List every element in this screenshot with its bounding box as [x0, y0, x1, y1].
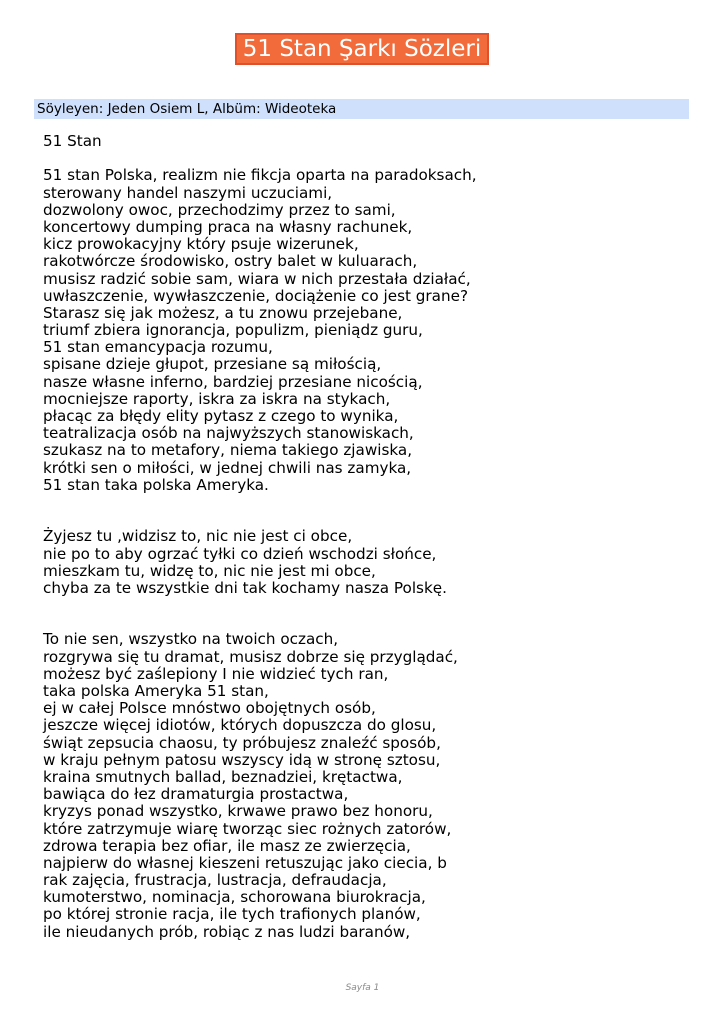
- lyrics-heading: 51 Stan: [43, 132, 102, 150]
- lyric-line: uwłaszczenie, wywłaszczenie, dociążenie co jest grane?: [43, 286, 469, 305]
- page-number: [0, 983, 725, 993]
- lyric-line: kryzys ponad wszystko, krwawe prawo bez honoru,: [43, 802, 433, 821]
- stanza-spacer: [43, 494, 703, 528]
- lyric-line: 51 stan Polska, realizm nie fikcja oparta na paradoksach,: [43, 166, 477, 185]
- artist-album-info-bar: [34, 99, 689, 119]
- lyric-line: szukasz na to metafory, niema takiego zjawiska,: [43, 441, 413, 460]
- lyric-line: mocniejsze raporty, iskra za iskra na stykach,: [43, 389, 391, 408]
- lyric-line: ej w całej Polsce mnóstwo obojętnych osób,: [43, 699, 376, 718]
- lyric-line: po której stronie racja, ile tych trafionych planów,: [43, 905, 421, 924]
- stanza-2: [43, 528, 703, 597]
- stanza-spacer: [43, 597, 703, 631]
- lyric-line: jeszcze więcej idiotów, których dopuszcza do glosu,: [43, 716, 437, 735]
- lyric-line: nie po to aby ogrzać tyłki co dzień wschodzi słońce,: [43, 544, 437, 563]
- lyric-line: taka polska Ameryka 51 stan,: [43, 682, 269, 701]
- lyric-line: najpierw do własnej kieszeni retuszując jako ciecia, b: [43, 853, 447, 872]
- lyric-line: 51 stan emancypacja rozumu,: [43, 338, 273, 357]
- lyric-line: krótki sen o miłości, w jednej chwili nas zamyka,: [43, 458, 412, 477]
- lyric-line: w kraju pełnym patosu wszyscy idą w stronę sztosu,: [43, 750, 441, 769]
- lyric-line: dozwolony owoc, przechodzimy przez to sami,: [43, 200, 396, 219]
- lyric-line: sterowany handel naszymi uczuciami,: [43, 183, 333, 202]
- lyric-line: zdrowa terapia bez ofiar, ile masz ze zwierzęcia,: [43, 836, 411, 855]
- artist-album-text: Söyleyen: Jeden Osiem L, Albüm: Wideoteka: [37, 101, 337, 117]
- song-title: 51 Stan Şarkı Sözleri: [242, 36, 482, 62]
- song-title-banner: [235, 33, 489, 65]
- lyric-line: bawiąca do łez dramaturgia prostactwa,: [43, 785, 349, 804]
- lyric-line: spisane dzieje głupot, przesiane są miłością,: [43, 355, 382, 374]
- lyric-line: rozgrywa się tu dramat, musisz dobrze się przyglądać,: [43, 647, 458, 666]
- lyric-line: Żyjesz tu ,widzisz to, nic nie jest ci obce,: [43, 527, 353, 546]
- lyric-line: mieszkam tu, widzę to, nic nie jest mi obce,: [43, 561, 376, 580]
- lyric-line: kraina smutnych ballad, beznadziei, krętactwa,: [43, 767, 403, 786]
- lyric-line: rakotwórcze środowisko, ostry balet w kuluarach,: [43, 252, 418, 271]
- stanza-spacer: [43, 150, 703, 167]
- lyric-line: nasze własne inferno, bardziej przesiane nicością,: [43, 372, 423, 391]
- lyric-line: kicz prowokacyjny który psuje wizerunek,: [43, 235, 359, 254]
- stanza-1: [43, 167, 703, 494]
- lyric-line: To nie sen, wszystko na twoich oczach,: [43, 630, 339, 649]
- page-number-label: Sayfa 1: [345, 983, 380, 993]
- lyric-line: Starasz się jak możesz, a tu znowu przejebane,: [43, 303, 403, 322]
- lyric-line: teatralizacja osób na najwyższych stanowiskach,: [43, 424, 414, 443]
- lyric-line: musisz radzić sobie sam, wiara w nich przestała działać,: [43, 269, 471, 288]
- lyric-line: ile nieudanych prób, robiąc z nas ludzi baranów,: [43, 922, 411, 941]
- lyrics-body: [43, 133, 703, 941]
- lyric-line: triumf zbiera ignorancja, populizm, pieniądz guru,: [43, 321, 423, 340]
- lyric-line: możesz być zaślepiony I nie widzieć tych ran,: [43, 664, 389, 683]
- lyric-line: płacąc za błędy elity pytasz z czego to wynika,: [43, 407, 399, 425]
- lyric-line: 51 stan taka polska Ameryka.: [43, 475, 269, 494]
- lyric-line: kumoterstwo, nominacja, schorowana biurokracja,: [43, 888, 426, 907]
- lyric-line: rak zajęcia, frustracja, lustracja, defraudacja,: [43, 871, 387, 890]
- lyric-line: świąt zepsucia chaosu, ty próbujesz znaleźć sposób,: [43, 733, 441, 752]
- lyric-line: które zatrzymuje wiarę tworząc siec rożnych zatorów,: [43, 819, 452, 838]
- lyric-line: koncertowy dumping praca na własny rachunek,: [43, 217, 413, 236]
- stanza-3: [43, 631, 703, 940]
- lyric-line: chyba za te wszystkie dni tak kochamy nasza Polskę.: [43, 578, 447, 597]
